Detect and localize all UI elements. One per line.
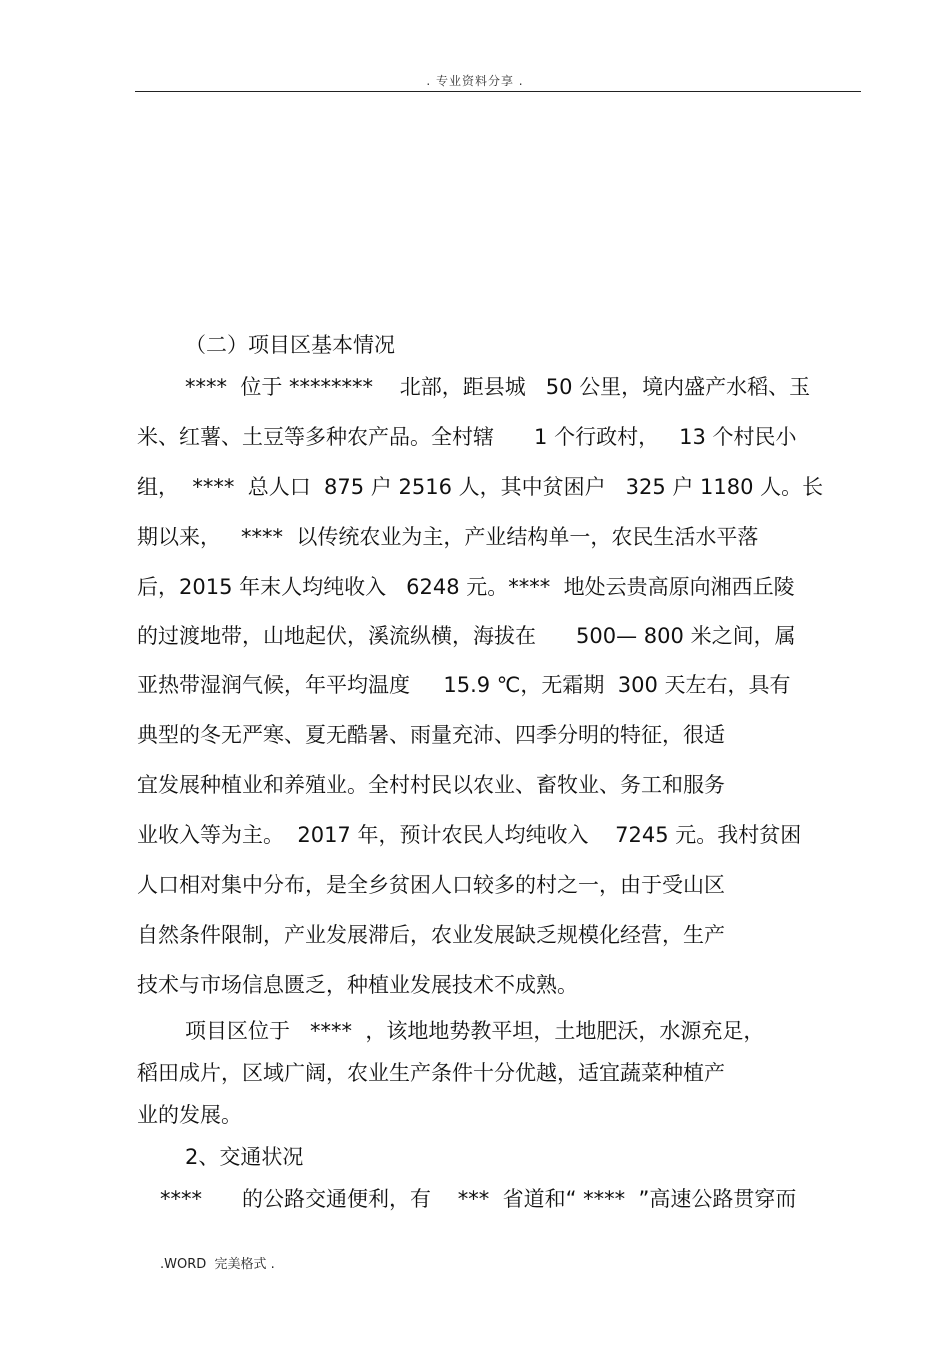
paragraph-line: 稻田成片，区域广阔，农业生产条件十分优越，适宜蔬菜种植产 [137, 1061, 725, 1085]
paragraph-line: 米、红薯、土豆等多种农产品。全村辖 1 个行政村， 13 个村民小 [137, 425, 797, 449]
page-footer: .WORD 完美格式 . [160, 1257, 275, 1272]
subsection-heading: 2、交通状况 [185, 1145, 304, 1169]
section-heading: （二）项目区基本情况 [185, 333, 395, 357]
paragraph-line: 宜发展种植业和养殖业。全村村民以农业、畜牧业、务工和服务 [137, 773, 725, 797]
paragraph-line: 组， **** 总人口 875 户 2516 人，其中贫困户 325 户 1180 人。长 [137, 475, 824, 499]
paragraph-line: **** 位于 ******** 北部，距县城 50 公里，境内盛产水稻、玉 [185, 375, 811, 399]
paragraph-line: 业的发展。 [137, 1103, 242, 1127]
paragraph-line: **** 的公路交通便利，有 *** 省道和“ **** ”高速公路贯穿而 [160, 1187, 797, 1211]
paragraph-line: 的过渡地带，山地起伏，溪流纵横，海拔在 500— 800 米之间，属 [137, 624, 796, 648]
paragraph-line: 自然条件限制，产业发展滞后，农业发展缺乏规模化经营，生产 [137, 923, 725, 947]
paragraph-line: 业收入等为主。 2017 年，预计农民人均纯收入 7245 元。我村贫困 [137, 823, 802, 847]
header-text: . 专业资料分享 . [426, 74, 524, 88]
header-divider [135, 91, 861, 92]
paragraph-line: 人口相对集中分布，是全乡贫困人口较多的村之一，由于受山区 [137, 873, 725, 897]
paragraph-line: 典型的冬无严寒、夏无酷暑、雨量充沛、四季分明的特征，很适 [137, 723, 725, 747]
paragraph-line: 期以来， **** 以传统农业为主，产业结构单一，农民生活水平落 [137, 525, 759, 549]
paragraph-line: 后，2015 年末人均纯收入 6248 元。**** 地处云贵高原向湘西丘陵 [137, 575, 795, 599]
paragraph-line: 亚热带湿润气候，年平均温度 15.9 ℃，无霜期 300 天左右，具有 [137, 673, 791, 697]
paragraph-line: 项目区位于 **** ，该地地势教平坦，土地肥沃，水源充足， [185, 1019, 765, 1043]
paragraph-line: 技术与市场信息匮乏，种植业发展技术不成熟。 [137, 973, 578, 997]
